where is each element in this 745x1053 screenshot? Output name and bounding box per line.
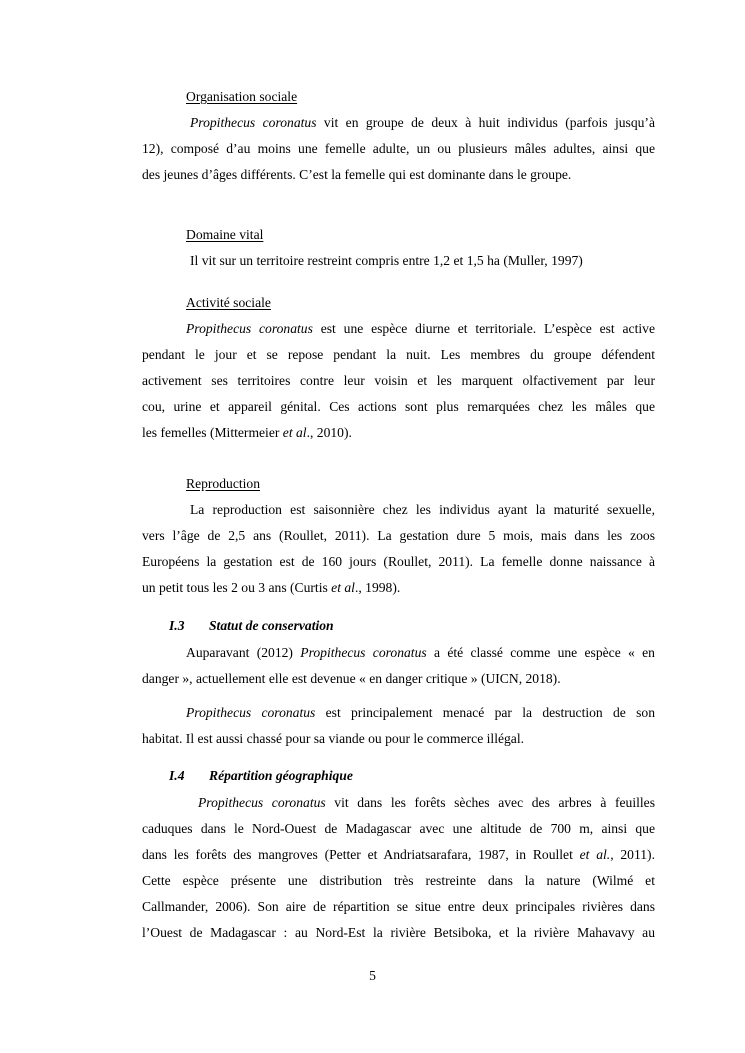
paragraph-line: Callmander, 2006). Son aire de répartition se situe entre deux principales rivières dans xyxy=(142,899,655,914)
paragraph-line: cou, urine et appareil génital. Ces actions sont plus remarquées chez les mâles que xyxy=(142,399,655,414)
et-al: et al xyxy=(282,425,307,440)
section-heading-geographic-distribution xyxy=(169,767,682,785)
text-run: Auparavant (2012) xyxy=(186,645,301,660)
text-run: est principalement menacé par la destruction de son xyxy=(315,705,655,720)
paragraph-line xyxy=(142,846,655,864)
paragraph-line xyxy=(186,114,655,132)
paragraph-line: caduques dans le Nord-Ouest de Madagascar avec une altitude de 700 m, ainsi que xyxy=(142,821,655,836)
section-title: Statut de conservation xyxy=(209,618,334,633)
paragraph-line xyxy=(142,424,655,442)
paragraph-line: pendant le jour et se repose pendant la nuit. Les membres du groupe défendent xyxy=(142,347,655,362)
species-name: Propithecus coronatus xyxy=(186,321,313,336)
text-run: dans les forêts des mangroves (Petter et Andriatsarafara, 1987, in Roullet xyxy=(142,847,580,862)
section-heading-social-activity xyxy=(186,294,699,312)
et-al: et al., xyxy=(579,847,614,862)
paragraph-line xyxy=(186,644,655,662)
section-title: Répartition géographique xyxy=(209,768,353,783)
section-number: I.3 xyxy=(169,618,185,633)
section-heading-reproduction xyxy=(186,475,699,493)
paragraph-line: l’Ouest de Madagascar : au Nord-Est la rivière Betsiboka, et la rivière Mahavavy au xyxy=(142,925,655,940)
paragraph-line: La reproduction est saisonnière chez les individus ayant la maturité sexuelle, xyxy=(190,502,655,517)
paragraph-line: danger », actuellement elle est devenue « en danger critique » (UICN, 2018). xyxy=(142,671,561,686)
paragraph-line xyxy=(198,794,655,812)
paragraph-line xyxy=(186,704,655,722)
text-run: ., 1998). xyxy=(354,580,401,595)
section-heading-social-organisation xyxy=(186,88,699,106)
paragraph-line: activement ses territoires contre leur voisin et les marquent olfactivement par leur xyxy=(142,373,655,388)
text-run: 2011). xyxy=(613,847,655,862)
species-name: Propithecus coronatus xyxy=(300,645,427,660)
paragraph-line xyxy=(142,579,655,597)
section-number: I.4 xyxy=(169,768,185,783)
text-run: a été classé comme une espèce « en xyxy=(426,645,655,660)
text-run: est une espèce diurne et territoriale. L’espèce est active xyxy=(312,321,655,336)
paragraph-line: Il vit sur un territoire restreint compris entre 1,2 et 1,5 ha (Muller, 1997) xyxy=(190,253,583,268)
heading-text: Reproduction xyxy=(186,476,260,491)
heading-text: Domaine vital xyxy=(186,227,264,242)
paragraph-line: Européens la gestation est de 160 jours (Roullet, 2011). La femelle donne naissance à xyxy=(142,554,655,569)
paragraph-line: vers l’âge de 2,5 ans (Roullet, 2011). La gestation dure 5 mois, mais dans les zoos xyxy=(142,528,655,543)
paragraph-line: Cette espèce présente une distribution très restreinte dans la nature (Wilmé et xyxy=(142,873,655,888)
section-heading-conservation-status xyxy=(169,617,682,635)
heading-text: Activité sociale xyxy=(186,295,271,310)
paragraph-line: habitat. Il est aussi chassé pour sa viande ou pour le commerce illégal. xyxy=(142,731,525,746)
paragraph-line: 12), composé d’au moins une femelle adulte, un ou plusieurs mâles adultes, ainsi que xyxy=(142,141,655,156)
text-run: vit dans les forêts sèches avec des arbres à feuilles xyxy=(325,795,655,810)
text-run: vit en groupe de deux à huit individus (parfois jusqu’à xyxy=(316,115,655,130)
heading-text: Organisation sociale xyxy=(186,89,298,104)
species-name: Propithecus coronatus xyxy=(190,115,317,130)
text-run: les femelles (Mittermeier xyxy=(142,425,283,440)
et-al: et al xyxy=(331,580,355,595)
paragraph-line: des jeunes d’âges différents. C’est la femelle qui est dominante dans le groupe. xyxy=(142,167,572,182)
species-name: Propithecus coronatus xyxy=(186,705,316,720)
page-number: 5 xyxy=(369,968,376,983)
section-heading-home-range xyxy=(186,226,699,244)
text-run: un petit tous les 2 ou 3 ans (Curtis xyxy=(142,580,332,595)
paragraph-line xyxy=(186,320,655,338)
species-name: Propithecus coronatus xyxy=(198,795,326,810)
text-run: ., 2010). xyxy=(306,425,352,440)
